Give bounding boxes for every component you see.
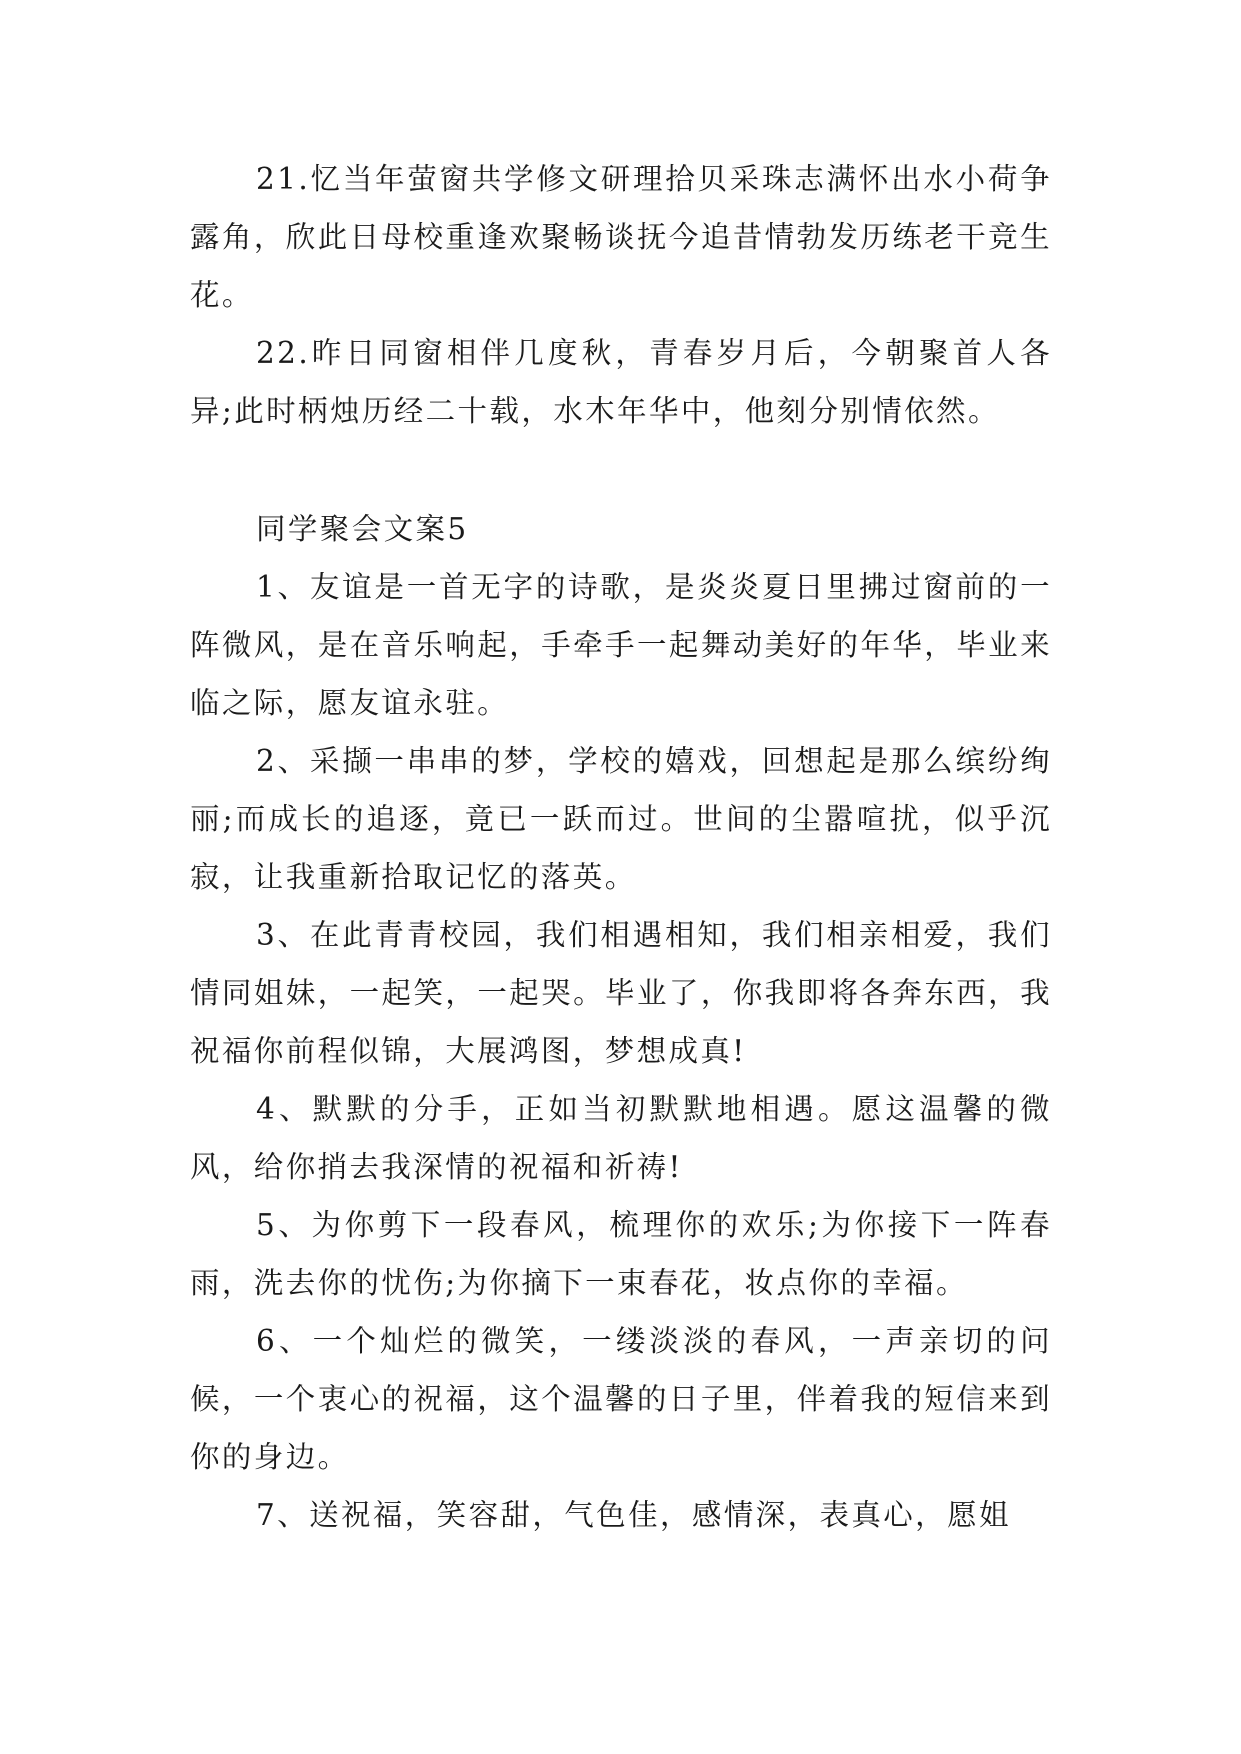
paragraph-4: 4、默默的分手，正如当初默默地相遇。愿这温馨的微风，给你捎去我深情的祝福和祈祷!: [190, 1092, 1052, 1184]
section-spacer: [190, 440, 1052, 500]
paragraph-21: 21.忆当年萤窗共学修文研理拾贝采珠志满怀出水小荷争露角，欣此日母校重逢欢聚畅谈抚今追昔情勃发历练老干竞生花。: [190, 162, 1052, 312]
paragraph-6: 6、一个灿烂的微笑，一缕淡淡的春风，一声亲切的问候，一个衷心的祝福，这个温馨的日子里，伴着我的短信来到你的身边。: [190, 1324, 1052, 1474]
paragraph-22: 22.昨日同窗相伴几度秋，青春岁月后，今朝聚首人各异;此时柄烛历经二十载，水木年华中，他刻分别情依然。: [190, 336, 1052, 428]
paragraph-1: 1、友谊是一首无字的诗歌，是炎炎夏日里拂过窗前的一阵微风，是在音乐响起，手牵手一起舞动美好的年华，毕业来临之际，愿友谊永驻。: [190, 570, 1052, 720]
paragraph-2: 2、采撷一串串的梦，学校的嬉戏，回想起是那么缤纷绚丽;而成长的追逐，竟已一跃而过。世间的尘嚣喧扰，似乎沉寂，让我重新拾取记忆的落英。: [190, 744, 1052, 894]
paragraph-3: 3、在此青青校园，我们相遇相知，我们相亲相爱，我们情同姐妹，一起笑，一起哭。毕业了，你我即将各奔东西，我祝福你前程似锦，大展鸿图，梦想成真!: [190, 918, 1052, 1068]
paragraph-5: 5、为你剪下一段春风，梳理你的欢乐;为你接下一阵春雨，洗去你的忧伤;为你摘下一束春花，妆点你的幸福。: [190, 1208, 1052, 1300]
document-page: [190, 150, 1052, 1544]
paragraph-7: 7、送祝福，笑容甜，气色佳，感情深，表真心，愿姐: [256, 1498, 1011, 1532]
section-title: 同学聚会文案5: [256, 512, 469, 546]
